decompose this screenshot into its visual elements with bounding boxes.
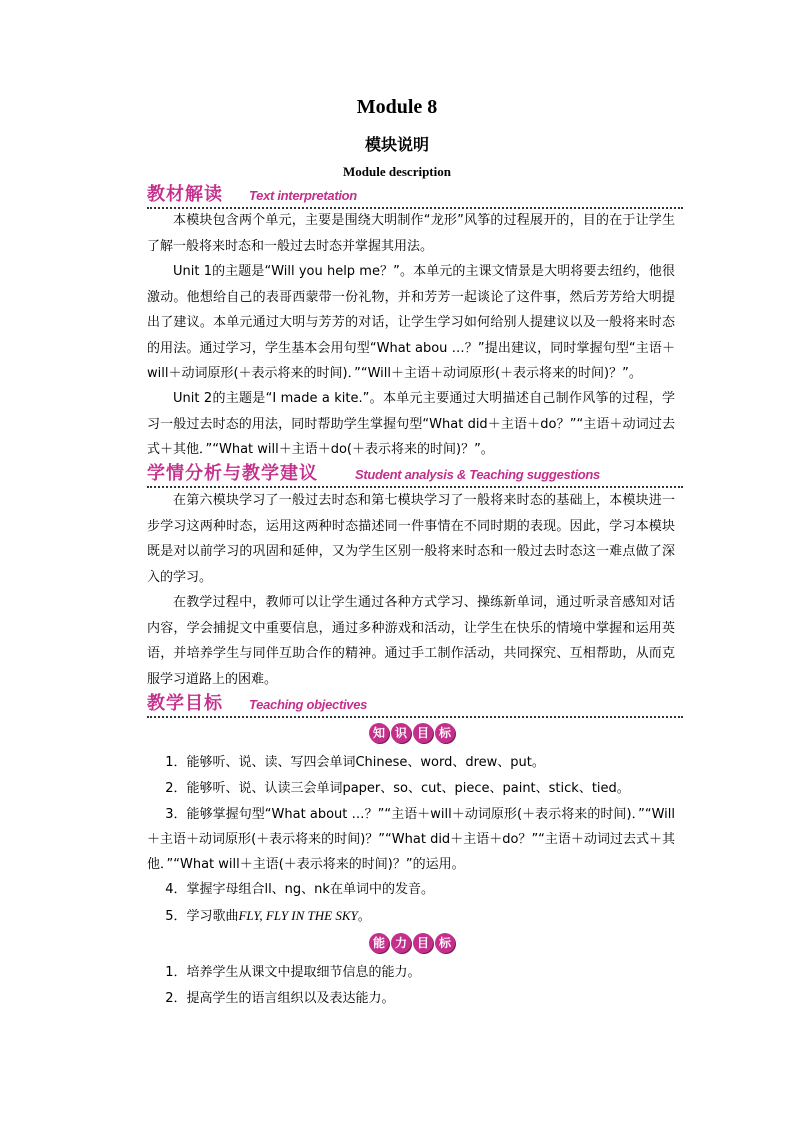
objective-item: 2．能够听、说、认读三会单词paper、so、cut、piece、paint、stick、tied。 [165,781,630,796]
objective-item-prefix: 5．学习歌曲 [165,909,239,924]
paragraph-analysis-2 [147,590,675,692]
objective-item: 1．能够听、说、读、写四会单词Chinese、word、drew、put。 [165,755,545,770]
badge-char: 力 [391,933,411,953]
paragraph-text: Unit 2的主题是“I made a kite.”。本单元主要通过大明描述自己制作风筝的过程，学习一般过去时态的用法，同时帮助学生掌握句型“What did＋主语＋do？”“主语＋动词过去式＋其他．”“What will＋主语＋do(＋表示将来的时间)？”。 [147,391,675,458]
objective-item: 2．提高学生的语言组织以及表达能力。 [165,991,395,1006]
section-heading-en: Text interpretation [249,188,357,203]
section-heading-cn: 学情分析与教学建议 [147,463,318,484]
paragraph-text-1 [147,208,675,259]
paragraph-text: 本模块包含两个单元，主要是围绕大明制作“龙形”风筝的过程展开的，目的在于让学生了解一般将来时态和一般过去时态并掌握其用法。 [147,213,675,254]
section-heading-text-interpretation [147,181,683,209]
paragraph-text: 在第六模块学习了一般过去时态和第七模块学习了一般将来时态的基础上，本模块进一步学习这两种时态，运用这两种时态描述同一件事情在不同时期的表现。因此，学习本模块既是对以前学习的巩固和延伸，又为学生区别一般将来时态和一般过去时态这一难点做了深入的学习。 [147,493,675,585]
objective-item: 1．培养学生从课文中提取细节信息的能力。 [165,965,421,980]
badge-char: 能 [369,933,389,953]
objective-item [147,903,675,929]
badge-char: 识 [391,723,411,743]
section-heading-cn: 教材解读 [147,184,223,205]
module-description-label: Module description [343,164,451,179]
page-subtitle: 模块说明 [364,135,429,154]
objective-item: 3．能够掌握句型“What about …？”“主语＋will＋动词原形(＋表示将来的时间)．”“Will＋主语＋动词原形(＋表示将来的时间)？”“What did＋主语＋do？”“主语＋动词过去式＋其他．”“What will＋主语(＋表示将来的时间)？”的运用。 [147,807,675,872]
knowledge-objectives-badge [369,723,455,745]
objective-item-suffix: 。 [357,909,371,924]
page-title: Module 8 [356,96,438,118]
song-title: FLY, FLY IN THE SKY [238,908,358,923]
badge-char: 知 [369,723,389,743]
paragraph-text-2 [147,259,675,387]
objective-item: 4．掌握字母组合ll、ng、nk在单词中的发音。 [165,882,434,897]
badge-char: 目 [413,933,433,953]
badge-char: 目 [413,723,433,743]
section-heading-en: Teaching objectives [249,697,368,712]
paragraph-text: Unit 1的主题是“Will you help me？”。本单元的主课文情景是大明将要去纽约，他很激动。他想给自己的表哥西蒙带一份礼物，并和芳芳一起谈论了这件事，然后芳芳给大明提出了建议。本单元通过大明与芳芳的对话，让学生学习如何给别人提建议以及一般将来时态的用法。通过学习，学生基本会用句型“What abou …？”提出建议，同时掌握句型“主语＋will＋动词原形(＋表示将来的时间)．”“Will＋主语＋动词原形(＋表示将来的时间)？”。 [147,264,675,382]
section-heading-student-analysis [147,460,683,488]
section-heading-cn: 教学目标 [147,693,223,714]
ability-objectives-badge [369,933,455,955]
paragraph-analysis-1 [147,488,675,590]
paragraph-text: 在教学过程中，教师可以让学生通过各种方式学习、操练新单词，通过听录音感知对话内容，学会捕捉文中重要信息，通过多种游戏和活动，让学生在快乐的情境中掌握和运用英语，并培养学生与同伴互助合作的精神。通过手工制作活动，共同探究、互相帮助，从而克服学习道路上的困难。 [147,595,675,687]
section-heading-en: Student analysis & Teaching suggestions [355,467,600,482]
paragraph-text-3 [147,386,675,463]
badge-char: 标 [435,933,455,953]
badge-char: 标 [435,723,455,743]
section-heading-teaching-objectives [147,690,683,718]
